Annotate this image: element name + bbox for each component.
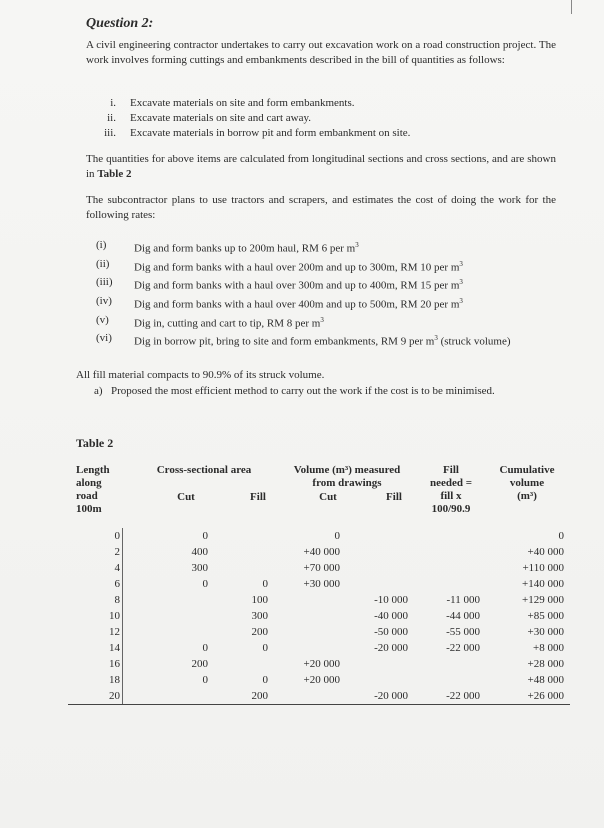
part-a-question: a) Proposed the most efficient method to carry out the work if the cost is to be minimised. [94, 385, 495, 397]
header-volume-cut: Cut [319, 491, 337, 503]
cut-area-cell: 0 [202, 674, 208, 686]
list-item: (ii) Dig and form banks with a haul over 200m and up to 300m, RM 10 per $m^3$ [96, 257, 463, 274]
length-cell: 0 [114, 530, 120, 542]
question-title: Question 2: [86, 16, 154, 31]
cumulative-cell: +129 000 [522, 594, 564, 606]
fill-area-cell: 0 [262, 642, 268, 654]
cut-area-cell: 400 [191, 546, 208, 558]
volume-cut-cell: +40 000 [303, 546, 340, 558]
length-cell: 14 [109, 642, 120, 654]
volume-fill-cell: -20 000 [374, 690, 408, 702]
header-cut: Cut [177, 491, 195, 503]
list-item: (v) Dig in, cutting and cart to tip, RM 8 per $m^3$ [96, 313, 324, 330]
header-volume-fill: Fill [386, 491, 402, 503]
volume-cut-cell: +20 000 [303, 658, 340, 670]
earthwork-table [76, 460, 568, 706]
cumulative-cell: +26 000 [527, 690, 564, 702]
volume-cut-cell: +20 000 [303, 674, 340, 686]
list-item: iii. Excavate materials in borrow pit and form embankment on site. [104, 127, 411, 139]
table-reference: Table 2 [97, 168, 132, 180]
page-edge-mark [571, 0, 572, 14]
header-fill: Fill [250, 491, 266, 503]
cumulative-cell: +110 000 [522, 562, 564, 574]
rates-list [96, 238, 558, 350]
length-cell: 12 [109, 626, 120, 638]
cut-area-cell: 200 [191, 658, 208, 670]
work-items-list [96, 96, 556, 141]
cumulative-cell: +48 000 [527, 674, 564, 686]
volume-fill-cell: -40 000 [374, 610, 408, 622]
fill-area-cell: 100 [251, 594, 268, 606]
length-cell: 20 [109, 690, 120, 702]
list-item: (i) Dig and form banks up to 200m haul, RM 6 per $m^3$ [96, 239, 359, 255]
length-cell: 6 [114, 578, 120, 590]
list-item: i. Excavate materials on site and form embankments. [110, 97, 355, 109]
cumulative-cell: +28 000 [527, 658, 564, 670]
cumulative-cell: +85 000 [527, 610, 564, 622]
cumulative-cell: 0 [558, 530, 564, 542]
cut-area-cell: 300 [191, 562, 208, 574]
length-cell: 4 [114, 562, 120, 574]
column-divider [122, 528, 123, 704]
fill-needed-cell: -55 000 [446, 626, 480, 638]
volume-cut-cell: 0 [334, 530, 340, 542]
cut-area-cell: 0 [202, 530, 208, 542]
header-cumulative: Cumulative volume (m³) [499, 464, 555, 502]
length-cell: 16 [109, 658, 120, 670]
header-fill-needed: Fill needed = fill x 100/90.9 [429, 464, 473, 515]
compaction-note: All fill material compacts to 90.9% of its struck volume. [76, 369, 325, 381]
header-cross-section: Cross-sectional area [156, 464, 252, 476]
list-item: (vi) Dig in borrow pit, bring to site and form embankments, RM 9 per $m^3$ (struck volume) [96, 332, 511, 348]
intro-paragraph: A civil engineering contractor undertakes to carry out excavation work on a road construction project. The work involves forming cuttings and embankments described in the bill of quantities as follows: [86, 39, 556, 66]
cumulative-cell: +30 000 [527, 626, 564, 638]
list-item: (iv) Dig and form banks with a haul over 400m and up to 500m, RM 20 per $m^3$ [96, 294, 463, 311]
volume-fill-cell: -10 000 [374, 594, 408, 606]
cumulative-cell: +40 000 [527, 546, 564, 558]
length-cell: 8 [114, 594, 120, 606]
fill-area-cell: 300 [251, 610, 268, 622]
header-length: Length along road 100m [76, 464, 110, 515]
fill-area-cell: 0 [262, 578, 268, 590]
cumulative-cell: +140 000 [522, 578, 564, 590]
cumulative-cell: +8 000 [533, 642, 564, 654]
length-cell: 18 [109, 674, 120, 686]
quantities-paragraph: The quantities for above items are calculated from longitudinal sections and cross sections, and are shown in Table 2 [86, 153, 556, 180]
volume-cut-cell: +70 000 [303, 562, 340, 574]
volume-fill-cell: -20 000 [374, 642, 408, 654]
cut-area-cell: 0 [202, 642, 208, 654]
table-caption: Table 2 [76, 436, 114, 450]
subcontractor-paragraph: The subcontractor plans to use tractors and scrapers, and estimates the cost of doing the work for the following rates: [86, 194, 556, 221]
header-volume: Volume (m³) measured from drawings [293, 464, 401, 489]
volume-fill-cell: -50 000 [374, 626, 408, 638]
list-item: (iii) Dig and form banks with a haul over 300m and up to 400m, RM 15 per $m^3$ [96, 276, 463, 292]
table-bottom-rule [68, 704, 570, 705]
list-item: ii. Excavate materials on site and cart away. [107, 112, 312, 124]
fill-area-cell: 200 [251, 690, 268, 702]
fill-needed-cell: -22 000 [446, 690, 480, 702]
fill-area-cell: 0 [262, 674, 268, 686]
fill-needed-cell: -22 000 [446, 642, 480, 654]
length-cell: 2 [114, 546, 120, 558]
cut-area-cell: 0 [202, 578, 208, 590]
fill-needed-cell: -11 000 [446, 594, 480, 606]
fill-needed-cell: -44 000 [446, 610, 480, 622]
fill-area-cell: 200 [251, 626, 268, 638]
volume-cut-cell: +30 000 [303, 578, 340, 590]
length-cell: 10 [109, 610, 120, 622]
